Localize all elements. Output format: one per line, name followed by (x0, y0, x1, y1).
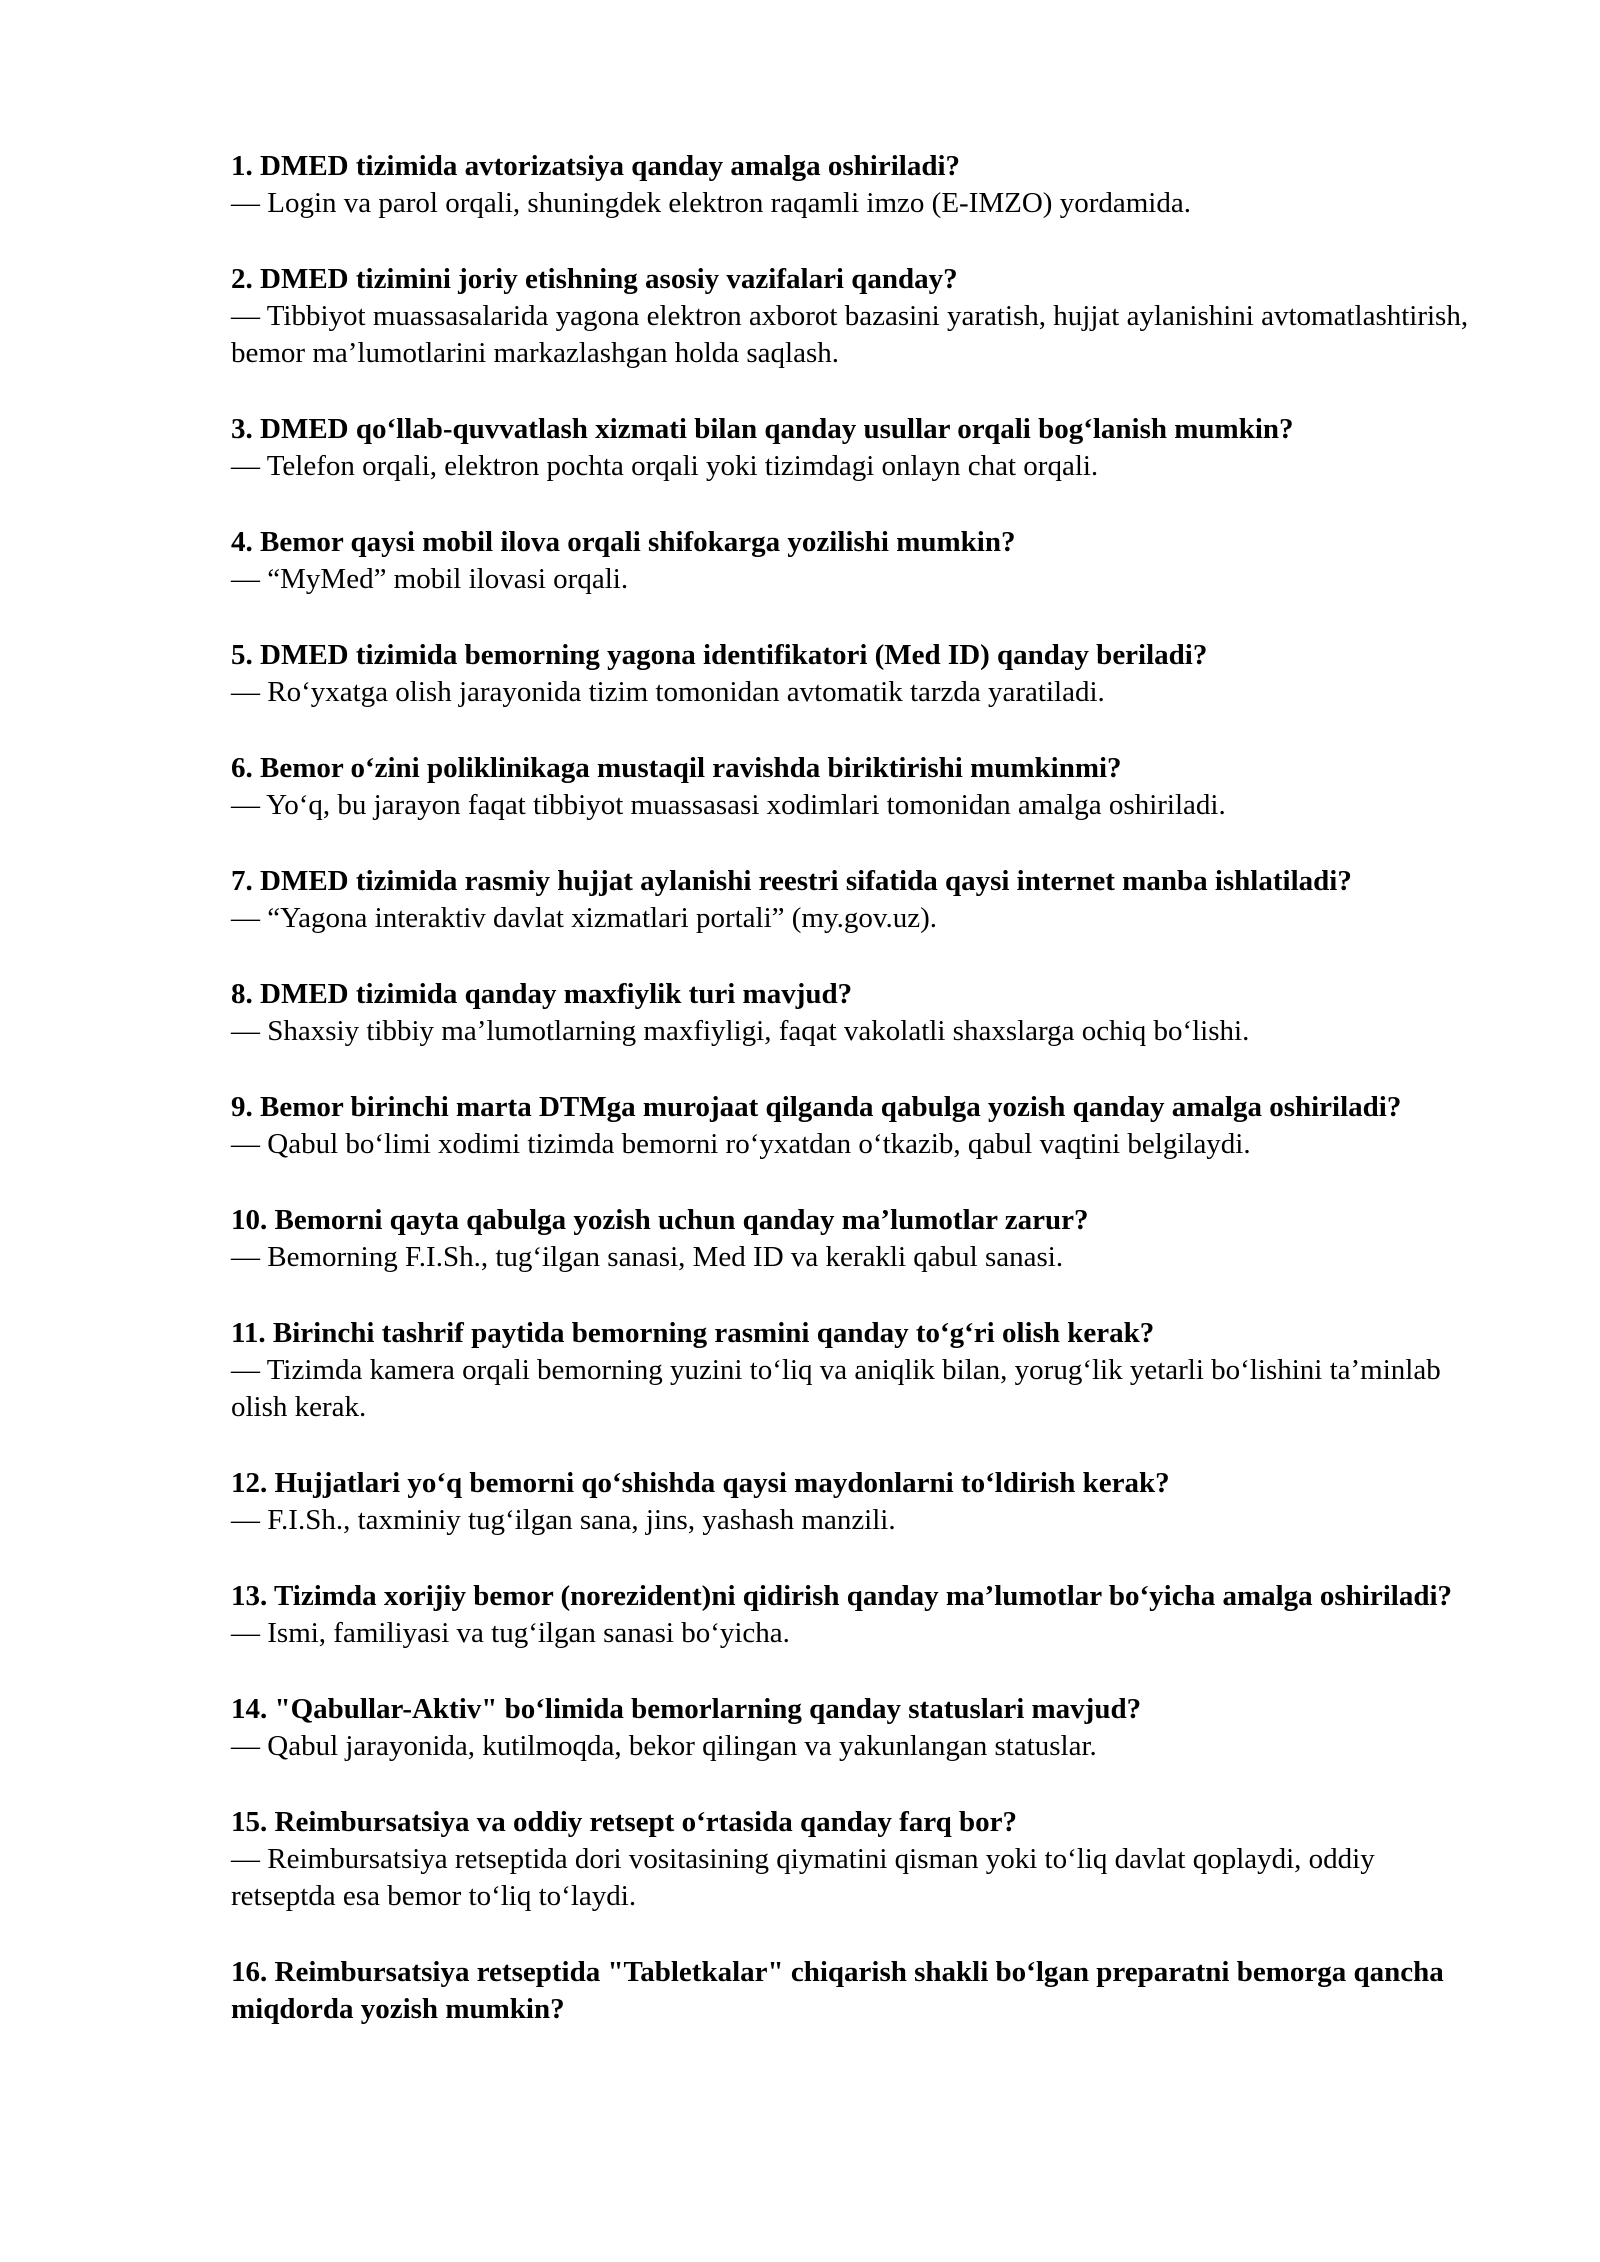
answer-text: — Login va parol orqali, shuningdek elektron raqamli imzo (E-IMZO) yordamida. (231, 187, 1191, 219)
answer-text: — Reimbursatsiya retseptida dori vositasining qiymatini qisman yoki to‘liq davlat qoplaydi, oddiy retseptda esa bemor to‘liq to‘laydi. (231, 1843, 1375, 1912)
question-text: 7. DMED tizimida rasmiy hujjat aylanishi reestri sifatida qaysi internet manba ishlatiladi? (231, 865, 1352, 897)
qa-item-3 (231, 411, 1480, 485)
qa-item-14 (231, 1691, 1480, 1765)
qa-item-2 (231, 261, 1480, 372)
question-text: 10. Bemorni qayta qabulga yozish uchun qanday ma’lumotlar zarur? (231, 1204, 1089, 1236)
answer-text: — Tibbiyot muassasalarida yagona elektron axborot bazasini yaratish, hujjat aylanishini avtomatlashtirish, bemor ma’lumotlarini markazlashgan holda saqlash. (231, 300, 1469, 369)
answer-text: — Tizimda kamera orqali bemorning yuzini to‘liq va aniqlik bilan, yorug‘lik yetarli bo‘lishini ta’minlab olish kerak. (231, 1354, 1441, 1423)
qa-list (231, 148, 1480, 2028)
answer-text: — Telefon orqali, elektron pochta orqali yoki tizimdagi onlayn chat orqali. (231, 450, 1099, 482)
qa-item-16 (231, 1954, 1480, 2028)
question-text: 14. "Qabullar-Aktiv" bo‘limida bemorlarning qanday statuslari mavjud? (231, 1693, 1142, 1725)
question-text: 5. DMED tizimida bemorning yagona identifikatori (Med ID) qanday beriladi? (231, 639, 1208, 671)
question-text: 4. Bemor qaysi mobil ilova orqali shifokarga yozilishi mumkin? (231, 526, 1016, 558)
qa-item-9 (231, 1089, 1480, 1163)
qa-item-11 (231, 1315, 1480, 1426)
qa-item-7 (231, 863, 1480, 937)
question-text: 8. DMED tizimida qanday maxfiylik turi mavjud? (231, 978, 853, 1010)
question-text: 2. DMED tizimini joriy etishning asosiy vazifalari qanday? (231, 263, 958, 295)
question-text: 3. DMED qo‘llab-quvvatlash xizmati bilan qanday usullar orqali bog‘lanish mumkin? (231, 413, 1294, 445)
answer-text: — F.I.Sh., taxminiy tug‘ilgan sana, jins, yashash manzili. (231, 1504, 896, 1536)
answer-text: — Qabul jarayonida, kutilmoqda, bekor qilingan va yakunlangan statuslar. (231, 1730, 1097, 1762)
question-text: 11. Birinchi tashrif paytida bemorning rasmini qanday to‘g‘ri olish kerak? (231, 1317, 1155, 1349)
qa-item-4 (231, 524, 1480, 598)
qa-item-10 (231, 1202, 1480, 1276)
qa-item-8 (231, 976, 1480, 1050)
qa-item-1 (231, 148, 1480, 222)
qa-item-12 (231, 1465, 1480, 1539)
question-text: 16. Reimbursatsiya retseptida "Tabletkalar" chiqarish shakli bo‘lgan preparatni bemorga qancha miqdorda yozish mumkin? (231, 1956, 1444, 2025)
qa-item-13 (231, 1578, 1480, 1652)
answer-text: — Ismi, familiyasi va tug‘ilgan sanasi bo‘yicha. (231, 1617, 790, 1649)
answer-text: — “Yagona interaktiv davlat xizmatlari portali” (my.gov.uz). (231, 902, 937, 934)
question-text: 6. Bemor o‘zini poliklinikaga mustaqil ravishda biriktirishi mumkinmi? (231, 752, 1122, 784)
qa-item-5 (231, 637, 1480, 711)
question-text: 9. Bemor birinchi marta DTMga murojaat qilganda qabulga yozish qanday amalga oshiriladi? (231, 1091, 1402, 1123)
question-text: 15. Reimbursatsiya va oddiy retsept o‘rtasida qanday farq bor? (231, 1806, 1018, 1838)
qa-item-6 (231, 750, 1480, 824)
answer-text: — Bemorning F.I.Sh., tug‘ilgan sanasi, Med ID va kerakli qabul sanasi. (231, 1241, 1064, 1273)
question-text: 13. Tizimda xorijiy bemor (norezident)ni qidirish qanday ma’lumotlar bo‘yicha amalga oshiriladi? (231, 1580, 1453, 1612)
answer-text: — Ro‘yxatga olish jarayonida tizim tomonidan avtomatik tarzda yaratiladi. (231, 676, 1105, 708)
question-text: 1. DMED tizimida avtorizatsiya qanday amalga oshiriladi? (231, 150, 961, 182)
answer-text: — Qabul bo‘limi xodimi tizimda bemorni ro‘yxatdan o‘tkazib, qabul vaqtini belgilaydi. (231, 1128, 1251, 1160)
answer-text: — Yo‘q, bu jarayon faqat tibbiyot muassasasi xodimlari tomonidan amalga oshiriladi. (231, 789, 1226, 821)
answer-text: — “MyMed” mobil ilovasi orqali. (231, 563, 629, 595)
question-text: 12. Hujjatlari yo‘q bemorni qo‘shishda qaysi maydonlarni to‘ldirish kerak? (231, 1467, 1170, 1499)
qa-item-15 (231, 1804, 1480, 1915)
answer-text: — Shaxsiy tibbiy ma’lumotlarning maxfiyligi, faqat vakolatli shaxslarga ochiq bo‘lishi. (231, 1015, 1250, 1047)
